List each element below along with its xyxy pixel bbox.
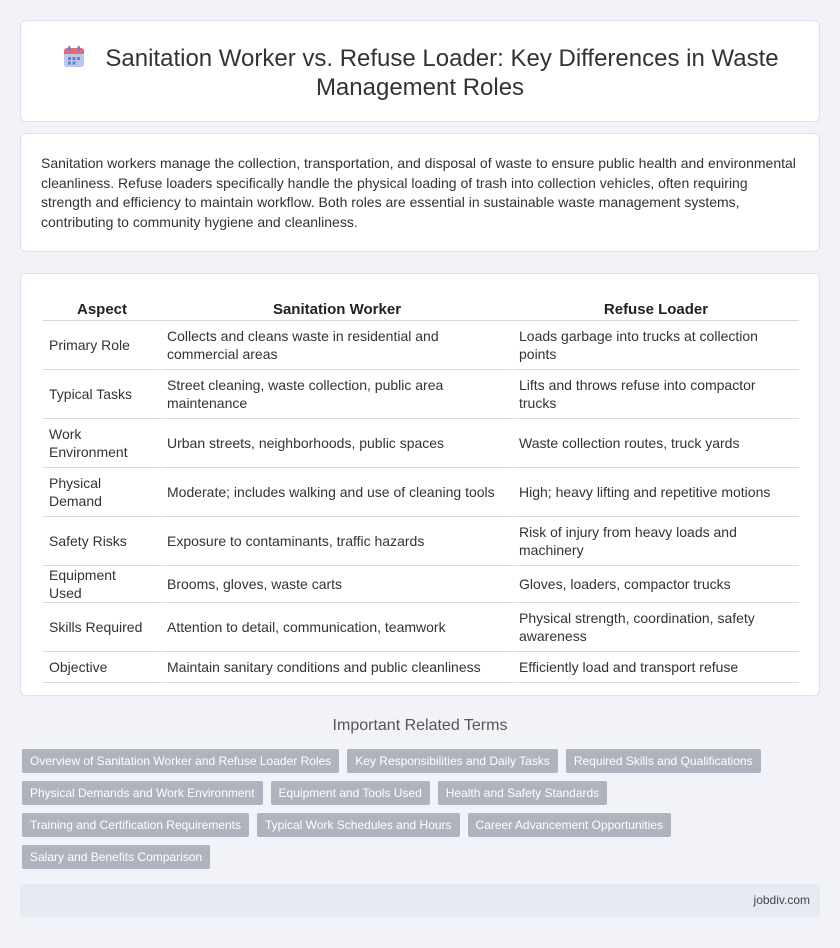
row-sanitation-value: Moderate; includes walking and use of cleaning tools: [161, 468, 513, 517]
row-sanitation-value: Street cleaning, waste collection, public area maintenance: [161, 370, 513, 419]
row-aspect: Primary Role: [43, 321, 161, 370]
row-aspect: Safety Risks: [43, 517, 161, 566]
header-sanitation-worker: Sanitation Worker: [161, 296, 513, 321]
related-term-chip[interactable]: Equipment and Tools Used: [271, 781, 430, 805]
row-aspect: Work Environment: [43, 419, 161, 468]
table-row: [43, 419, 799, 468]
intro-paragraph: Sanitation workers manage the collection, transportation, and disposal of waste to ensure public health and environmental cleanliness. Refuse loaders specifically handle the physical loading of trash into collection vehicles, often requiring strength and efficiency to maintain workflow. Both roles are essential in sustainable waste management systems, contributing to community hygiene and cleanliness.: [41, 155, 796, 230]
table-row: [43, 370, 799, 419]
intro-card: [20, 133, 820, 252]
row-sanitation-value: Brooms, gloves, waste carts: [161, 566, 513, 603]
row-aspect: Equipment Used: [43, 566, 161, 603]
header-refuse-loader: Refuse Loader: [513, 296, 799, 321]
related-term-chip[interactable]: Health and Safety Standards: [438, 781, 607, 805]
row-aspect: Physical Demand: [43, 468, 161, 517]
header-aspect: Aspect: [43, 296, 161, 321]
related-term-chip[interactable]: Overview of Sanitation Worker and Refuse Loader Roles: [22, 749, 339, 773]
row-sanitation-value: Maintain sanitary conditions and public cleanliness: [161, 652, 513, 683]
related-term-chip[interactable]: Required Skills and Qualifications: [566, 749, 761, 773]
related-terms-heading: Important Related Terms: [332, 717, 508, 734]
footer: [20, 884, 820, 917]
row-sanitation-value: Collects and cleans waste in residential and commercial areas: [161, 321, 513, 370]
related-term-chip[interactable]: Training and Certification Requirements: [22, 813, 249, 837]
row-refuse-value: Risk of injury from heavy loads and machinery: [513, 517, 799, 566]
table-header-row: [43, 296, 799, 321]
row-refuse-value: Waste collection routes, truck yards: [513, 419, 799, 468]
table-row: [43, 652, 799, 683]
row-refuse-value: Loads garbage into trucks at collection points: [513, 321, 799, 370]
row-refuse-value: Gloves, loaders, compactor trucks: [513, 566, 799, 603]
table-row: [43, 468, 799, 517]
row-refuse-value: Physical strength, coordination, safety awareness: [513, 603, 799, 652]
row-aspect: Skills Required: [43, 603, 161, 652]
table-row: [43, 566, 799, 603]
comparison-table: [43, 296, 799, 683]
row-refuse-value: Lifts and throws refuse into compactor trucks: [513, 370, 799, 419]
related-term-chip[interactable]: Career Advancement Opportunities: [468, 813, 671, 837]
table-row: [43, 603, 799, 652]
related-term-chip[interactable]: Salary and Benefits Comparison: [22, 845, 210, 869]
comparison-card: [20, 273, 820, 696]
row-aspect: Typical Tasks: [43, 370, 161, 419]
page-title-text: Sanitation Worker vs. Refuse Loader: Key Differences in Waste Management Roles: [105, 45, 779, 101]
row-refuse-value: Efficiently load and transport refuse: [513, 652, 799, 683]
related-term-chip[interactable]: Key Responsibilities and Daily Tasks: [347, 749, 558, 773]
row-refuse-value: High; heavy lifting and repetitive motions: [513, 468, 799, 517]
table-row: [43, 517, 799, 566]
row-sanitation-value: Exposure to contaminants, traffic hazards: [161, 517, 513, 566]
related-terms: [22, 749, 822, 877]
table-row: [43, 321, 799, 370]
row-sanitation-value: Urban streets, neighborhoods, public spaces: [161, 419, 513, 468]
row-aspect: Objective: [43, 652, 161, 683]
calendar-icon: [61, 44, 87, 70]
footer-site-link[interactable]: jobdiv.com: [753, 893, 810, 907]
related-term-chip[interactable]: Physical Demands and Work Environment: [22, 781, 263, 805]
row-sanitation-value: Attention to detail, communication, teamwork: [161, 603, 513, 652]
title-card: [20, 20, 820, 122]
related-term-chip[interactable]: Typical Work Schedules and Hours: [257, 813, 460, 837]
page-title: [21, 44, 819, 102]
